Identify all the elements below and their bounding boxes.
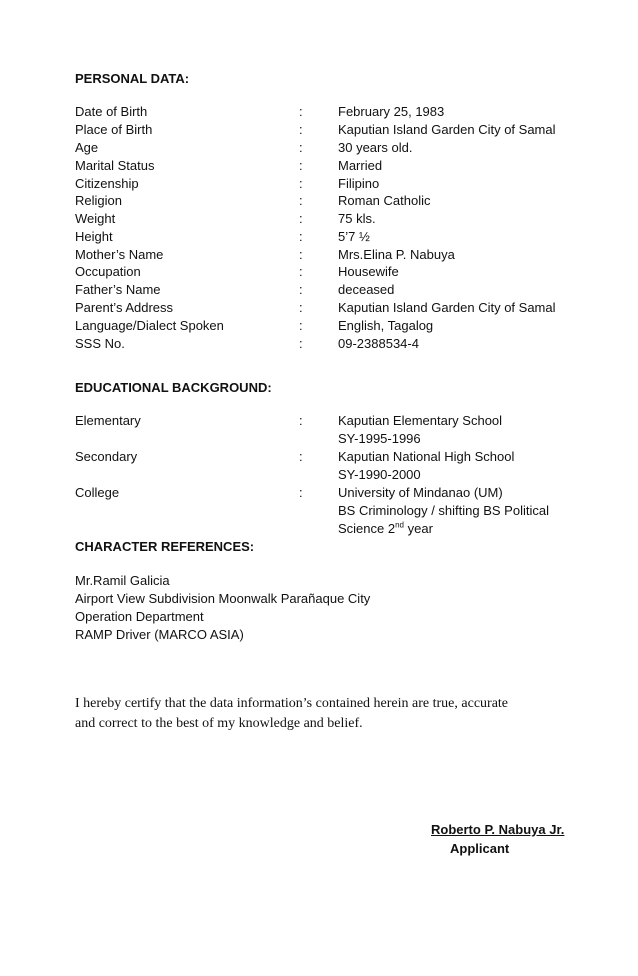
field-value: English, Tagalog	[338, 318, 434, 333]
field-row-age	[75, 139, 595, 157]
reference-position: RAMP Driver (MARCO ASIA)	[75, 627, 244, 642]
field-row-citizenship	[75, 175, 595, 193]
education-school: Kaputian Elementary School	[338, 413, 503, 428]
field-value: 09-2388534-4	[338, 336, 419, 351]
education-school: University of Mindanao (UM)	[338, 485, 503, 500]
field-label: Place of Birth	[75, 122, 153, 137]
reference-address: Airport View Subdivision Moonwalk Parañaque City	[75, 591, 371, 606]
field-value: deceased	[338, 282, 395, 297]
field-row-sss-no	[75, 335, 595, 353]
field-value: Mrs.Elina P. Nabuya	[338, 247, 455, 262]
field-separator: :	[299, 158, 303, 173]
field-value: Kaputian Island Garden City of Samal	[338, 122, 556, 137]
field-row-fathers-name	[75, 281, 595, 299]
certification-line: I hereby certify that the data information’s contained herein are true, accurate	[75, 696, 509, 711]
personal-data-heading: PERSONAL DATA:	[75, 71, 190, 86]
education-years: SY-1995-1996	[338, 431, 421, 446]
field-row-religion	[75, 192, 595, 210]
field-separator: :	[299, 122, 303, 137]
field-label: Citizenship	[75, 176, 139, 191]
field-separator: :	[299, 264, 303, 279]
education-label: Secondary	[75, 449, 138, 464]
field-row-height	[75, 228, 595, 246]
field-value: Married	[338, 158, 383, 173]
education-course: BS Criminology / shifting BS Political	[338, 503, 549, 518]
field-separator: :	[299, 282, 303, 297]
field-separator: :	[299, 300, 303, 315]
field-label: Father’s Name	[75, 282, 161, 297]
field-row-mothers-name	[75, 246, 595, 264]
education-course-year	[338, 520, 433, 538]
field-separator: :	[299, 193, 303, 208]
field-separator: :	[299, 104, 303, 119]
education-heading: EDUCATIONAL BACKGROUND:	[75, 380, 272, 395]
applicant-name: Roberto P. Nabuya Jr.	[431, 822, 565, 837]
references-heading: CHARACTER REFERENCES:	[75, 539, 255, 554]
signature-name	[431, 820, 564, 839]
education-label: College	[75, 485, 120, 500]
field-row-occupation	[75, 263, 595, 281]
field-separator: :	[299, 140, 303, 155]
field-value: 75 kls.	[338, 211, 376, 226]
field-value: Roman Catholic	[338, 193, 431, 208]
field-label: Mother’s Name	[75, 247, 164, 262]
education-row-secondary	[75, 448, 595, 466]
field-value: 5’7 ½	[338, 229, 370, 244]
field-label: Language/Dialect Spoken	[75, 318, 224, 333]
field-row-place-of-birth	[75, 121, 595, 139]
field-label: Date of Birth	[75, 104, 148, 119]
field-label: Marital Status	[75, 158, 155, 173]
field-row-date-of-birth	[75, 103, 595, 121]
field-separator: :	[299, 413, 303, 428]
field-value: February 25, 1983	[338, 104, 445, 119]
course-year-prefix: Science 2	[338, 521, 396, 536]
reference-name: Mr.Ramil Galicia	[75, 573, 170, 588]
field-separator: :	[299, 247, 303, 262]
field-separator: :	[299, 449, 303, 464]
field-row-marital-status	[75, 157, 595, 175]
education-row-elementary	[75, 412, 595, 430]
field-value: Filipino	[338, 176, 380, 191]
field-row-language	[75, 317, 595, 335]
field-value: Housewife	[338, 264, 399, 279]
field-separator: :	[299, 229, 303, 244]
field-label: Religion	[75, 193, 122, 208]
field-label: Weight	[75, 211, 116, 226]
education-label: Elementary	[75, 413, 141, 428]
field-separator: :	[299, 485, 303, 500]
field-value: Kaputian Island Garden City of Samal	[338, 300, 556, 315]
field-separator: :	[299, 211, 303, 226]
education-school: Kaputian National High School	[338, 449, 515, 464]
field-separator: :	[299, 318, 303, 333]
field-label: Occupation	[75, 264, 141, 279]
field-label: Age	[75, 140, 99, 155]
field-value: 30 years old.	[338, 140, 413, 155]
field-separator: :	[299, 176, 303, 191]
field-separator: :	[299, 336, 303, 351]
reference-department: Operation Department	[75, 609, 204, 624]
field-label: Height	[75, 229, 113, 244]
field-row-weight	[75, 210, 595, 228]
certification-line: and correct to the best of my knowledge and belief.	[75, 716, 363, 731]
field-label: SSS No.	[75, 336, 125, 351]
education-years: SY-1990-2000	[338, 467, 421, 482]
field-row-parents-address	[75, 299, 595, 317]
course-year-suffix: year	[404, 521, 433, 536]
signature-title: Applicant	[450, 841, 510, 856]
education-row-college	[75, 484, 595, 502]
certification-statement	[75, 694, 575, 734]
field-label: Parent’s Address	[75, 300, 174, 315]
course-year-ordinal: nd	[395, 520, 404, 530]
